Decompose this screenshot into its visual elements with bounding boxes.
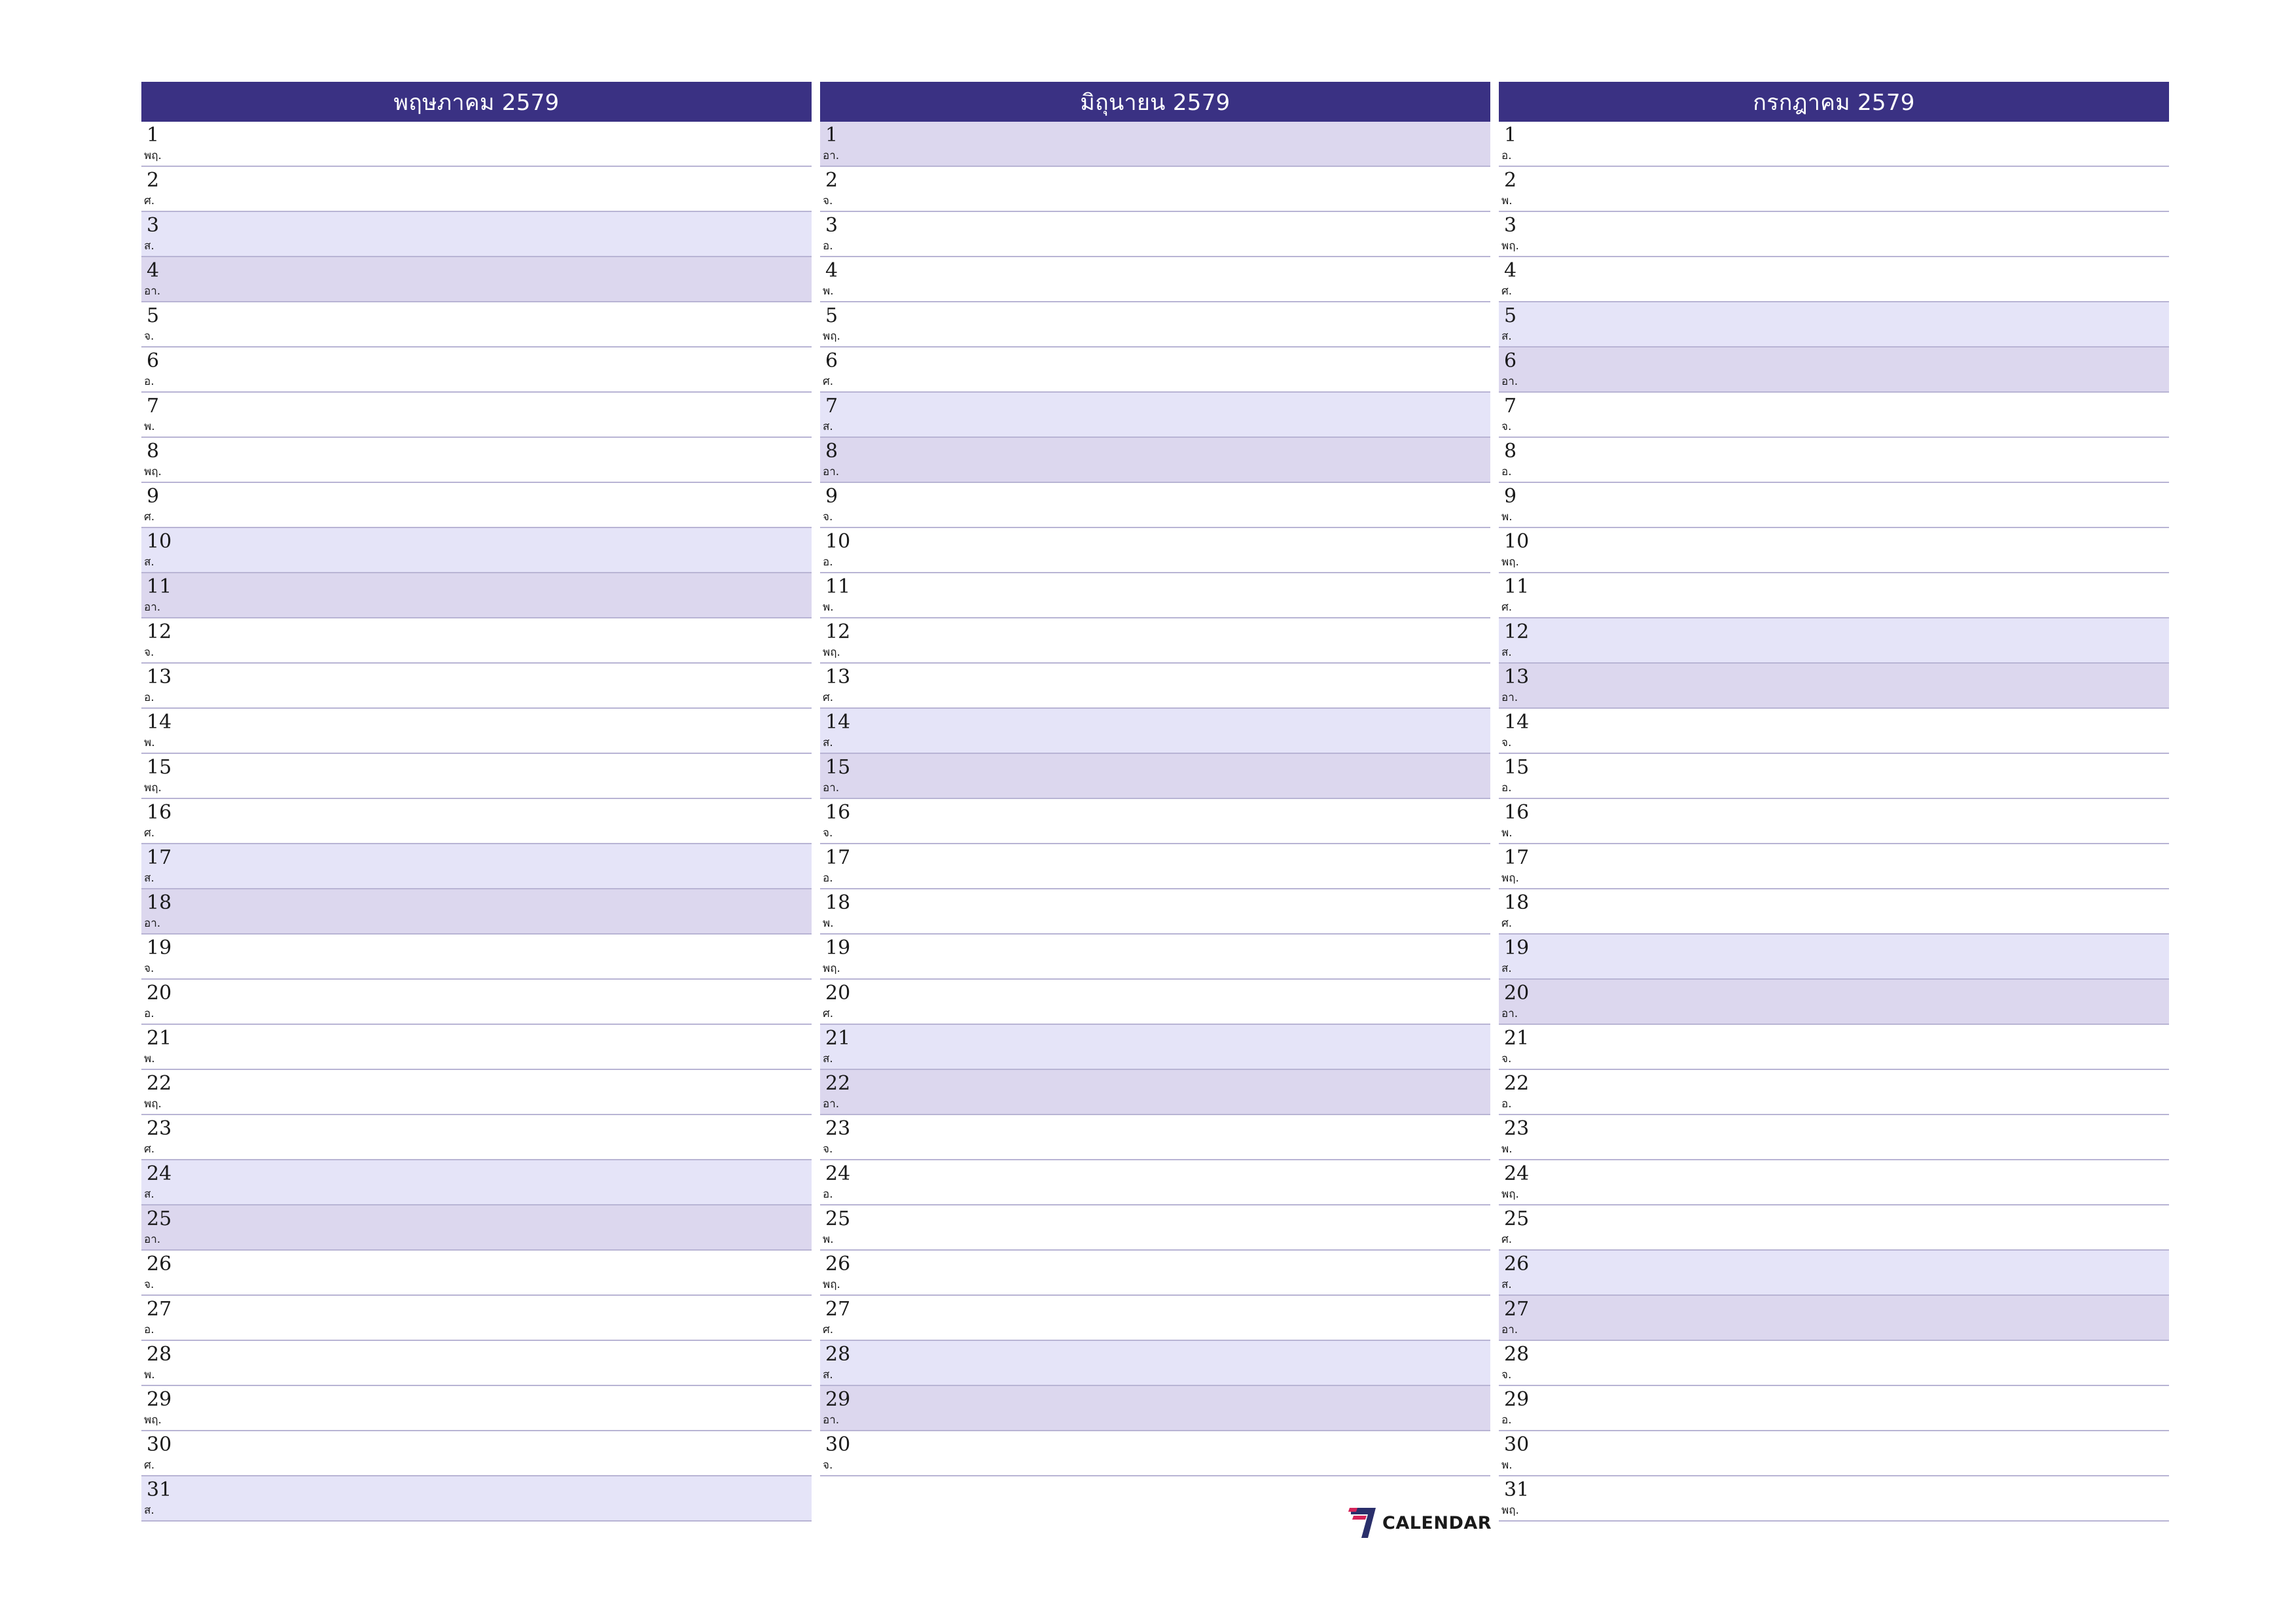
day-row: [820, 257, 1490, 302]
day-row: [1499, 302, 2169, 348]
day-weekday: ส.: [823, 1368, 833, 1382]
day-weekday: พฤ.: [1501, 240, 1519, 253]
day-weekday: อา.: [144, 601, 161, 614]
day-row: [1499, 167, 2169, 212]
day-row: [1499, 348, 2169, 393]
day-weekday: ศ.: [144, 194, 155, 207]
day-row: [1499, 1341, 2169, 1386]
day-number: 26: [1504, 1253, 1530, 1275]
day-number: 12: [147, 620, 172, 643]
day-row: [820, 393, 1490, 438]
day-weekday: ศ.: [1501, 917, 1513, 930]
day-row: [1499, 664, 2169, 709]
day-row: [141, 799, 812, 844]
day-weekday: พ.: [144, 736, 155, 749]
day-number: 20: [1504, 982, 1530, 1005]
day-list: [820, 122, 1490, 1476]
day-weekday: ส.: [144, 1188, 154, 1201]
day-row: [1499, 1115, 2169, 1160]
day-row: [1499, 889, 2169, 935]
day-weekday: ส.: [823, 1052, 833, 1065]
day-number: 15: [147, 756, 172, 779]
day-row: [820, 935, 1490, 980]
day-weekday: ศ.: [1501, 1233, 1513, 1246]
day-weekday: พ.: [1501, 510, 1513, 524]
day-weekday: พ.: [823, 917, 834, 930]
day-number: 8: [825, 440, 838, 463]
day-row: [820, 799, 1490, 844]
day-weekday: จ.: [1501, 736, 1512, 749]
day-row: [820, 167, 1490, 212]
day-number: 4: [1504, 259, 1517, 282]
day-number: 21: [825, 1027, 851, 1050]
day-weekday: อา.: [823, 781, 840, 794]
day-weekday: ส.: [144, 1504, 154, 1517]
day-row: [141, 980, 812, 1025]
day-weekday: พฤ.: [144, 465, 162, 478]
day-weekday: อา.: [144, 1233, 161, 1246]
day-row: [141, 167, 812, 212]
day-number: 5: [1504, 304, 1517, 327]
day-row: [1499, 935, 2169, 980]
day-weekday: ศ.: [823, 375, 834, 388]
day-weekday: ศ.: [823, 1323, 834, 1336]
day-number: 10: [147, 530, 172, 553]
day-number: 12: [825, 620, 851, 643]
day-row: [820, 844, 1490, 889]
day-row: [820, 1205, 1490, 1251]
day-weekday: พ.: [1501, 1143, 1513, 1156]
day-row: [1499, 573, 2169, 618]
day-weekday: อา.: [1501, 691, 1518, 704]
day-number: 23: [825, 1117, 851, 1140]
day-number: 28: [147, 1343, 172, 1366]
day-number: 27: [825, 1298, 851, 1321]
day-number: 29: [825, 1388, 851, 1411]
day-number: 20: [147, 982, 172, 1005]
day-row: [141, 438, 812, 483]
day-number: 19: [1504, 936, 1530, 959]
day-row: [820, 889, 1490, 935]
day-weekday: ส.: [144, 556, 154, 569]
day-row: [820, 302, 1490, 348]
day-number: 21: [1504, 1027, 1530, 1050]
day-weekday: จ.: [144, 1278, 154, 1291]
day-number: 10: [825, 530, 851, 553]
day-row: [1499, 483, 2169, 528]
day-number: 15: [1504, 756, 1530, 779]
day-weekday: ส.: [1501, 646, 1512, 659]
day-weekday: ศ.: [1501, 285, 1513, 298]
day-weekday: พ.: [1501, 1459, 1513, 1472]
day-number: 27: [1504, 1298, 1530, 1321]
day-row: [141, 754, 812, 799]
day-weekday: พฤ.: [823, 646, 840, 659]
day-row: [141, 212, 812, 257]
day-row: [820, 1070, 1490, 1115]
day-weekday: จ.: [1501, 1368, 1512, 1382]
day-row: [141, 1025, 812, 1070]
day-row: [820, 1115, 1490, 1160]
day-number: 2: [147, 169, 160, 192]
day-weekday: อ.: [144, 1007, 154, 1020]
day-weekday: อ.: [823, 872, 833, 885]
day-weekday: ศ.: [144, 510, 155, 524]
day-weekday: พ.: [823, 601, 834, 614]
day-row: [820, 754, 1490, 799]
day-number: 4: [147, 259, 160, 282]
day-number: 9: [147, 485, 160, 508]
day-number: 22: [147, 1072, 172, 1095]
brand-logo: [1348, 1505, 1492, 1541]
day-row: [820, 1341, 1490, 1386]
day-number: 28: [1504, 1343, 1530, 1366]
day-number: 22: [825, 1072, 851, 1095]
day-number: 10: [1504, 530, 1530, 553]
day-list: [1499, 122, 2169, 1522]
day-row: [1499, 257, 2169, 302]
day-weekday: พ.: [1501, 827, 1513, 840]
day-weekday: ศ.: [823, 1007, 834, 1020]
day-row: [141, 1431, 812, 1476]
day-row: [1499, 1476, 2169, 1522]
day-row: [141, 1251, 812, 1296]
day-weekday: จ.: [144, 646, 154, 659]
day-number: 13: [147, 666, 172, 688]
day-weekday: ศ.: [823, 691, 834, 704]
day-weekday: อา.: [823, 465, 840, 478]
day-weekday: จ.: [823, 510, 833, 524]
day-weekday: อ.: [823, 1188, 833, 1201]
day-number: 15: [825, 756, 851, 779]
day-list: [141, 122, 812, 1522]
day-row: [1499, 393, 2169, 438]
day-weekday: จ.: [1501, 420, 1512, 433]
day-weekday: ส.: [1501, 962, 1512, 975]
day-weekday: ส.: [823, 420, 833, 433]
day-row: [820, 980, 1490, 1025]
day-row: [141, 257, 812, 302]
day-weekday: พ.: [144, 420, 155, 433]
day-row: [820, 664, 1490, 709]
day-weekday: จ.: [823, 194, 833, 207]
day-number: 2: [825, 169, 838, 192]
day-row: [141, 528, 812, 573]
day-number: 7: [1504, 395, 1517, 418]
day-row: [141, 393, 812, 438]
day-weekday: ส.: [1501, 330, 1512, 343]
day-weekday: ส.: [144, 240, 154, 253]
day-weekday: อา.: [1501, 1007, 1518, 1020]
day-number: 11: [1504, 575, 1530, 598]
day-number: 24: [825, 1162, 851, 1185]
day-row: [1499, 1160, 2169, 1205]
day-row: [141, 483, 812, 528]
day-row: [141, 1160, 812, 1205]
brand-logo-word: CALENDAR: [1382, 1512, 1492, 1533]
month-header: พฤษภาคม 2579: [141, 82, 812, 122]
day-number: 7: [147, 395, 160, 418]
day-row: [141, 889, 812, 935]
day-number: 21: [147, 1027, 172, 1050]
day-weekday: จ.: [1501, 1052, 1512, 1065]
day-row: [820, 1160, 1490, 1205]
day-row: [1499, 799, 2169, 844]
day-row: [1499, 709, 2169, 754]
day-number: 19: [147, 936, 172, 959]
day-row: [820, 438, 1490, 483]
day-weekday: อ.: [144, 375, 154, 388]
day-number: 26: [825, 1253, 851, 1275]
day-number: 24: [1504, 1162, 1530, 1185]
day-row: [141, 1341, 812, 1386]
day-row: [141, 1476, 812, 1522]
day-weekday: อ.: [144, 1323, 154, 1336]
day-weekday: อา.: [144, 917, 161, 930]
month-header: กรกฎาคม 2579: [1499, 82, 2169, 122]
day-number: 5: [147, 304, 160, 327]
day-number: 19: [825, 936, 851, 959]
day-number: 1: [825, 124, 838, 147]
day-row: [1499, 754, 2169, 799]
day-number: 8: [1504, 440, 1517, 463]
day-number: 3: [1504, 214, 1517, 237]
day-number: 25: [1504, 1207, 1530, 1230]
day-weekday: พฤ.: [144, 149, 162, 162]
day-row: [141, 664, 812, 709]
day-row: [1499, 844, 2169, 889]
day-weekday: อา.: [823, 1097, 840, 1111]
day-number: 14: [1504, 711, 1530, 734]
day-weekday: จ.: [144, 330, 154, 343]
day-weekday: พฤ.: [823, 1278, 840, 1291]
day-row: [1499, 122, 2169, 167]
day-row: [820, 483, 1490, 528]
seven-logo-icon: [1348, 1505, 1377, 1541]
day-row: [1499, 438, 2169, 483]
day-number: 17: [1504, 846, 1530, 869]
day-number: 23: [1504, 1117, 1530, 1140]
day-number: 14: [825, 711, 851, 734]
day-number: 3: [147, 214, 160, 237]
day-row: [820, 1251, 1490, 1296]
month-column-july: [1499, 82, 2169, 1522]
day-row: [141, 935, 812, 980]
day-weekday: ศ.: [1501, 601, 1513, 614]
day-row: [820, 573, 1490, 618]
day-weekday: ศ.: [144, 1459, 155, 1472]
day-weekday: พฤ.: [144, 781, 162, 794]
day-number: 6: [825, 349, 838, 372]
day-number: 18: [825, 891, 851, 914]
day-weekday: อา.: [823, 1414, 840, 1427]
day-weekday: พฤ.: [1501, 1188, 1519, 1201]
day-number: 3: [825, 214, 838, 237]
day-weekday: อา.: [1501, 1323, 1518, 1336]
day-row: [141, 348, 812, 393]
day-weekday: อา.: [823, 149, 840, 162]
day-weekday: อา.: [144, 285, 161, 298]
day-number: 31: [147, 1478, 172, 1501]
day-weekday: จ.: [823, 827, 833, 840]
day-weekday: จ.: [144, 962, 154, 975]
day-weekday: พฤ.: [144, 1097, 162, 1111]
day-weekday: ศ.: [144, 827, 155, 840]
day-number: 18: [147, 891, 172, 914]
day-weekday: พ.: [144, 1368, 155, 1382]
day-row: [1499, 1296, 2169, 1341]
month-column-may: [141, 82, 812, 1522]
day-row: [820, 122, 1490, 167]
day-weekday: จ.: [823, 1143, 833, 1156]
day-number: 1: [147, 124, 160, 147]
day-weekday: พ.: [144, 1052, 155, 1065]
day-number: 9: [825, 485, 838, 508]
day-weekday: อ.: [823, 556, 833, 569]
day-row: [1499, 1205, 2169, 1251]
day-row: [1499, 1386, 2169, 1431]
day-weekday: อ.: [1501, 465, 1512, 478]
day-row: [820, 528, 1490, 573]
day-number: 16: [1504, 801, 1530, 824]
day-number: 24: [147, 1162, 172, 1185]
day-row: [141, 1296, 812, 1341]
day-number: 13: [825, 666, 851, 688]
day-row: [820, 1386, 1490, 1431]
day-number: 2: [1504, 169, 1517, 192]
day-weekday: พ.: [1501, 194, 1513, 207]
day-number: 27: [147, 1298, 172, 1321]
day-number: 4: [825, 259, 838, 282]
day-weekday: พฤ.: [823, 962, 840, 975]
day-row: [141, 122, 812, 167]
day-row: [141, 1070, 812, 1115]
day-number: 17: [825, 846, 851, 869]
day-number: 29: [147, 1388, 172, 1411]
day-row: [141, 573, 812, 618]
day-number: 6: [147, 349, 160, 372]
day-row: [141, 1115, 812, 1160]
day-weekday: พฤ.: [144, 1414, 162, 1427]
day-row: [141, 844, 812, 889]
day-weekday: จ.: [823, 1459, 833, 1472]
day-weekday: พฤ.: [1501, 556, 1519, 569]
day-number: 23: [147, 1117, 172, 1140]
day-number: 28: [825, 1343, 851, 1366]
day-weekday: อ.: [823, 240, 833, 253]
day-row: [1499, 212, 2169, 257]
day-number: 22: [1504, 1072, 1530, 1095]
day-number: 26: [147, 1253, 172, 1275]
month-column-june: [820, 82, 1490, 1476]
day-row: [1499, 980, 2169, 1025]
day-weekday: พฤ.: [1501, 1504, 1519, 1517]
day-number: 6: [1504, 349, 1517, 372]
day-number: 20: [825, 982, 851, 1005]
day-weekday: อ.: [1501, 1414, 1512, 1427]
day-weekday: ส.: [144, 872, 154, 885]
day-weekday: พ.: [823, 1233, 834, 1246]
day-row: [1499, 1025, 2169, 1070]
day-row: [820, 709, 1490, 754]
day-row: [1499, 1431, 2169, 1476]
day-number: 1: [1504, 124, 1517, 147]
day-weekday: อา.: [1501, 375, 1518, 388]
day-row: [1499, 1251, 2169, 1296]
day-row: [820, 1025, 1490, 1070]
day-row: [141, 1386, 812, 1431]
month-header: มิถุนายน 2579: [820, 82, 1490, 122]
day-row: [820, 212, 1490, 257]
day-number: 5: [825, 304, 838, 327]
day-row: [820, 618, 1490, 664]
day-row: [141, 709, 812, 754]
day-number: 18: [1504, 891, 1530, 914]
day-row: [1499, 1070, 2169, 1115]
day-row: [820, 1431, 1490, 1476]
day-number: 16: [825, 801, 851, 824]
day-row: [141, 302, 812, 348]
day-weekday: ส.: [1501, 1278, 1512, 1291]
day-number: 30: [1504, 1433, 1530, 1456]
day-number: 17: [147, 846, 172, 869]
day-weekday: ส.: [823, 736, 833, 749]
day-number: 14: [147, 711, 172, 734]
day-number: 31: [1504, 1478, 1530, 1501]
day-weekday: พฤ.: [1501, 872, 1519, 885]
day-row: [141, 618, 812, 664]
day-number: 8: [147, 440, 160, 463]
day-number: 30: [825, 1433, 851, 1456]
day-number: 25: [825, 1207, 851, 1230]
day-number: 30: [147, 1433, 172, 1456]
day-weekday: อ.: [144, 691, 154, 704]
day-row: [141, 1205, 812, 1251]
day-weekday: พ.: [823, 285, 834, 298]
day-row: [820, 1296, 1490, 1341]
day-weekday: อ.: [1501, 781, 1512, 794]
day-row: [1499, 528, 2169, 573]
day-number: 29: [1504, 1388, 1530, 1411]
day-number: 25: [147, 1207, 172, 1230]
day-weekday: อ.: [1501, 1097, 1512, 1111]
day-row: [820, 348, 1490, 393]
day-weekday: อ.: [1501, 149, 1512, 162]
day-number: 12: [1504, 620, 1530, 643]
day-weekday: พฤ.: [823, 330, 840, 343]
day-row: [1499, 618, 2169, 664]
day-number: 16: [147, 801, 172, 824]
day-weekday: ศ.: [144, 1143, 155, 1156]
day-number: 7: [825, 395, 838, 418]
day-number: 13: [1504, 666, 1530, 688]
day-number: 11: [825, 575, 851, 598]
day-number: 9: [1504, 485, 1517, 508]
day-number: 11: [147, 575, 172, 598]
